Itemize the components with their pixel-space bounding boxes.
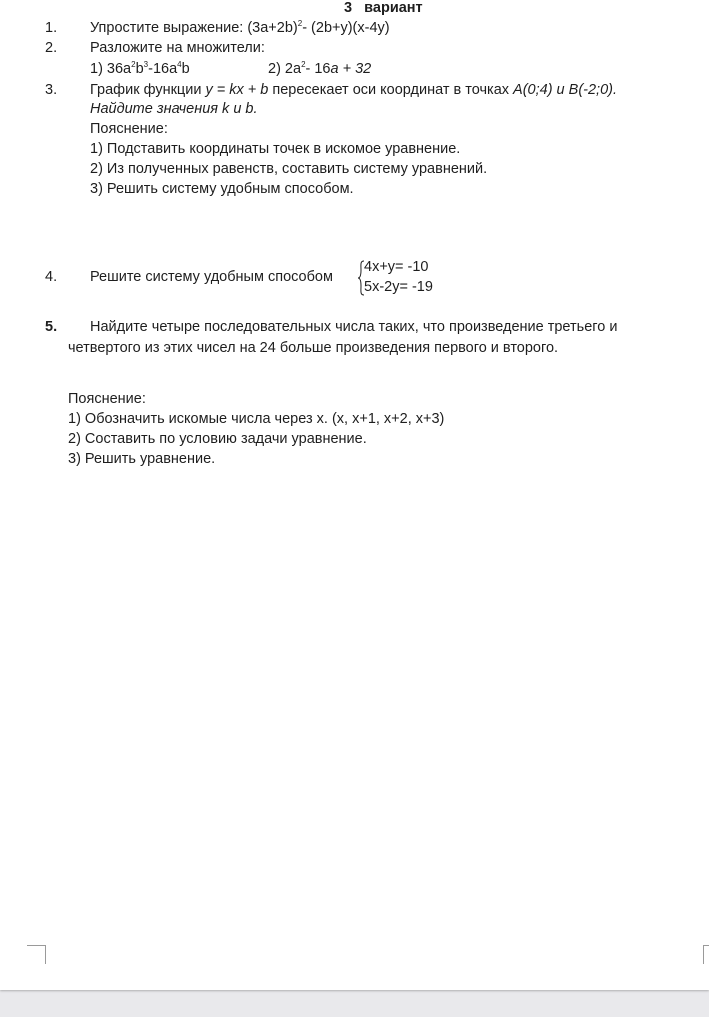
p2-e1: 2: [301, 60, 306, 70]
task3-step-1: 1) Подставить координаты точек в искомое уравнение.: [90, 141, 461, 157]
task1-rest: - (2b+y)(x-4y): [302, 20, 390, 36]
task3-explain-title: Пояснение:: [90, 121, 168, 137]
p1-a: 1) 36a: [90, 61, 132, 77]
task2-number: 2.: [45, 40, 58, 56]
task5-step-2: 2) Составить по условию задачи уравнение.: [68, 431, 367, 447]
task1-exponent: 2: [297, 19, 303, 29]
p2-b: - 16: [305, 61, 331, 77]
task2-part2: [268, 60, 371, 78]
task3-number: 3.: [45, 82, 58, 98]
task3-t2: пересекает оси координат в точках: [268, 82, 514, 98]
p1-c: -16a: [148, 61, 178, 77]
task4-number: 4.: [45, 269, 58, 285]
task4-text: Решите систему удобным способом: [90, 269, 333, 285]
variant-word: вариант: [364, 0, 423, 16]
task5-step-3: 3) Решить уравнение.: [68, 451, 216, 467]
task5-line1: Найдите четыре последовательных числа таких, что произведение третьего и: [90, 319, 618, 335]
variant-number: 3: [344, 0, 353, 16]
task3-points: A(0;4) и B(-2;0).: [513, 82, 617, 98]
system-equation-2: 5x-2y= -19: [364, 279, 433, 295]
p2-c: a + 32: [330, 61, 372, 77]
task3-line1: [90, 81, 617, 99]
task3-step-2: 2) Из полученных равенств, составить систему уравнений.: [90, 161, 488, 177]
task3-line2: Найдите значения k и b.: [90, 101, 258, 117]
p1-e2: 3: [143, 60, 149, 70]
task1-number: 1.: [45, 20, 58, 36]
task5-line2: четвертого из этих чисел на 24 больше произведения первого и второго.: [68, 340, 559, 356]
p1-e1: 2: [131, 60, 136, 70]
p1-b: b: [135, 61, 144, 77]
variant-title: [344, 0, 423, 17]
p2-a: 2) 2a: [268, 61, 302, 77]
task5-number: 5.: [45, 319, 58, 335]
p1-d: b: [181, 61, 190, 77]
p1-e3: 4: [177, 60, 182, 70]
task3-formula: y = kx + b: [205, 82, 269, 98]
task5-explain-title: Пояснение:: [68, 391, 146, 407]
task3-step-3: 3) Решить систему удобным способом.: [90, 181, 354, 197]
task2-text: Разложите на множители:: [90, 40, 265, 56]
page-corner-mark-right: [703, 945, 709, 964]
task1-lead: Упростите выражение: (3a+2b): [90, 20, 298, 36]
page-corner-mark-left: [27, 945, 46, 964]
task1-text: [90, 19, 390, 37]
system-equation-1: 4x+y= -10: [364, 259, 429, 275]
task3-t1: График функции: [90, 82, 206, 98]
task2-part1: [90, 60, 190, 78]
task5-step-1: 1) Обозначить искомые числа через x. (x, x+1, x+2, x+3): [68, 411, 445, 427]
